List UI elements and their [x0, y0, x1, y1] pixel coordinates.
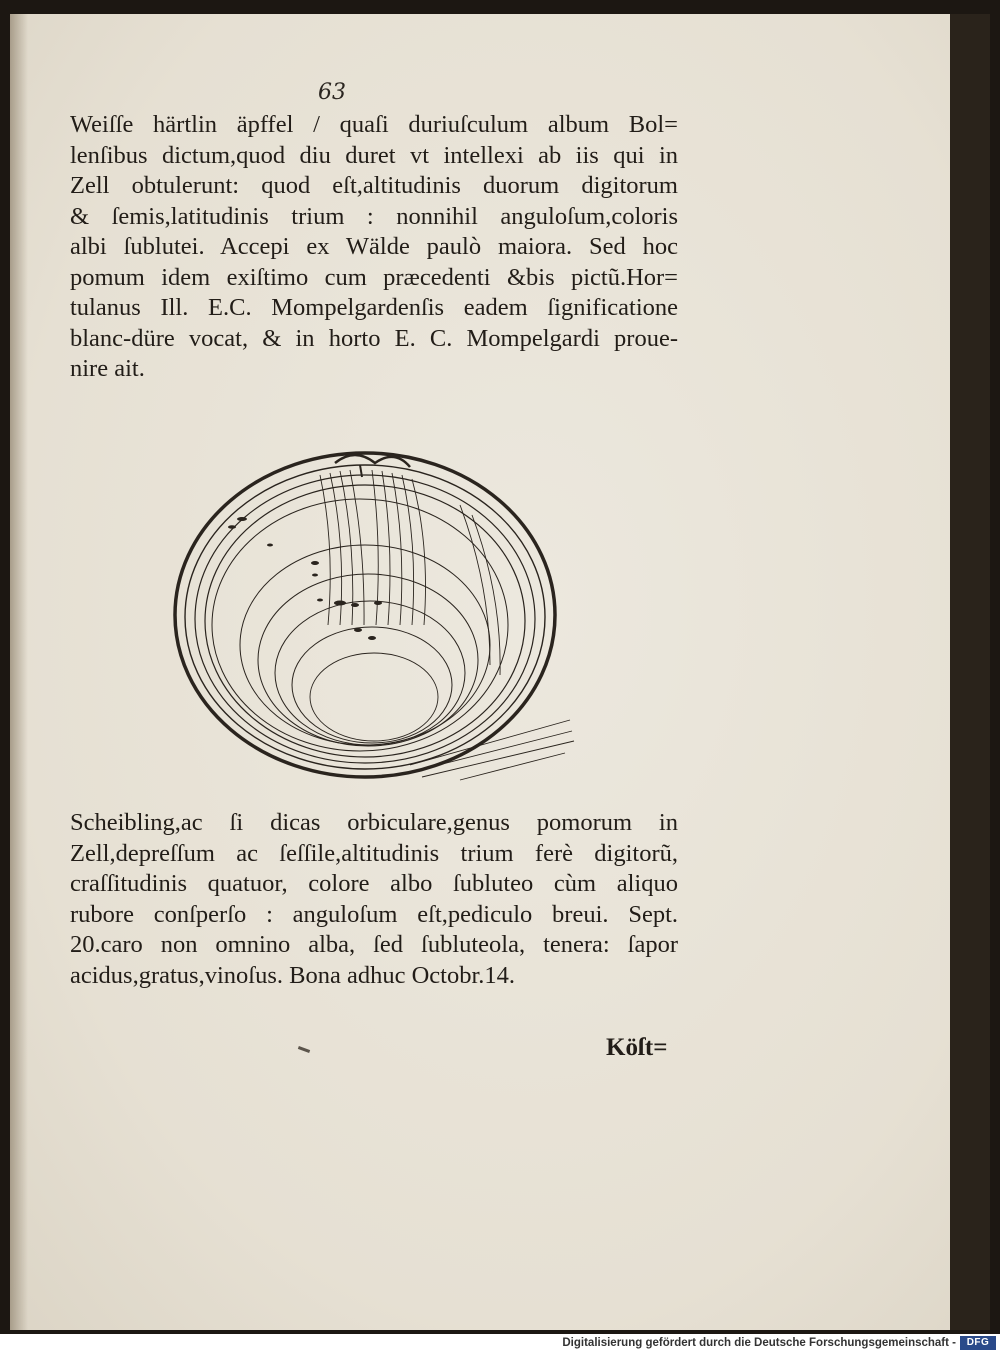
text-line: lenſibus dictum,quod diu duret vt intellexi ab iis qui in: [70, 141, 678, 169]
text-line: 20.caro non omnino alba, ſed ſubluteola, tenera: ſapor: [70, 931, 678, 958]
text-line: tulanus Ill. E.C. Mompelgardenſis eadem ſignificatione: [70, 294, 678, 321]
text-line: pomum idem exiſtimo cum præcedenti &bis pictũ.Hor=: [70, 263, 678, 291]
dfg-logo-icon: DFG: [960, 1336, 996, 1350]
binding-edge: [950, 14, 990, 1330]
text-line: Scheibling,ac ſi dicas orbiculare,genus pomorum in: [70, 809, 678, 836]
text-line: rubore conſperſo : anguloſum eſt,pediculo breui. Sept.: [70, 900, 678, 928]
text-line: blanc-düre vocat, & in horto E. C. Mompelgardi proue-: [70, 324, 678, 352]
text-line: nire ait.: [70, 355, 145, 382]
text-line: Weiſſe härtlin äpffel / quaſi duriuſculum album Bol=: [70, 111, 678, 138]
page-gutter-shadow: [10, 14, 28, 1330]
footer-bar: [0, 1334, 1000, 1353]
apple-woodcut-icon: [160, 435, 580, 795]
text-line: craſſitudinis quatuor, colore albo ſubluteo cùm aliquo: [70, 870, 678, 897]
entry-weisse-haertlin: [70, 110, 678, 385]
text-line: acidus,gratus,vinoſus. Bona adhuc Octobr.14.: [70, 961, 516, 989]
text-line: Zell,depreſſum ac ſeſſile,altitudinis trium ferè digitorũ,: [70, 839, 678, 867]
page-number: 63: [318, 80, 346, 105]
text-line: albi ſublutei. Accepi ex Wälde paulò maiora. Sed hoc: [70, 233, 678, 260]
entry-scheibling: [70, 808, 678, 991]
catchword: Köſt=: [606, 1034, 668, 1061]
funding-notice: Digitalisierung gefördert durch die Deutsche Forschungsgemeinschaft -: [562, 1337, 956, 1349]
text-line: & ſemis,latitudinis trium : nonnihil anguloſum,coloris: [70, 202, 678, 230]
text-line: Zell obtulerunt: quod eſt,altitudinis duorum digitorum: [70, 172, 678, 199]
